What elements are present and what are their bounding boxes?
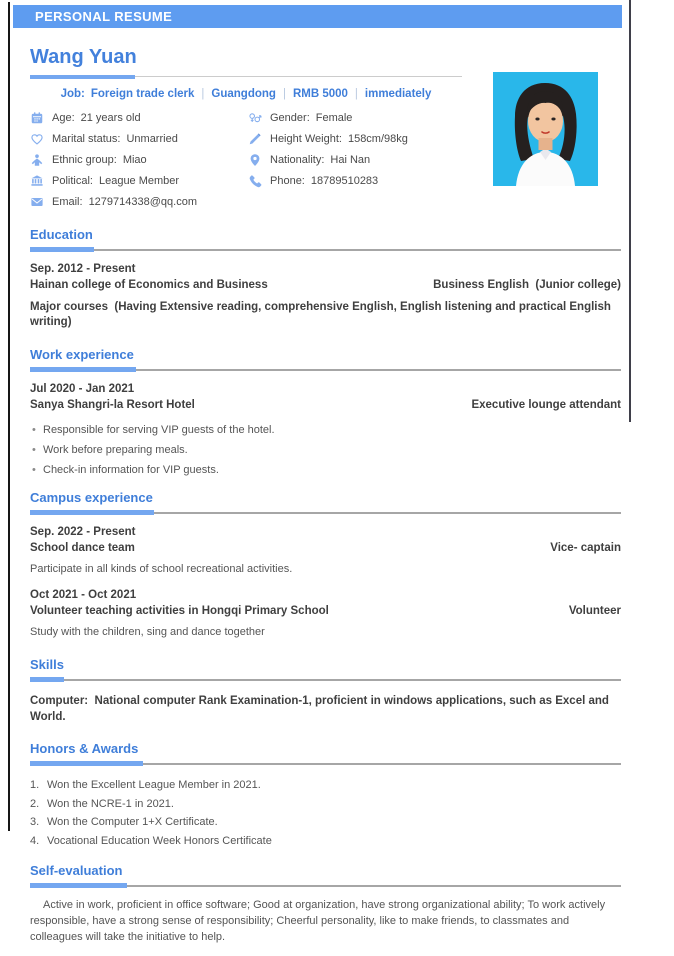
- item-number: 2.: [30, 797, 40, 810]
- person-icon: [30, 153, 44, 167]
- job-separator: |: [282, 88, 286, 100]
- entry-role: Volunteer: [568, 605, 621, 617]
- info-value: Unmarried: [126, 132, 178, 145]
- job-separator: |: [201, 88, 205, 100]
- page-title: PERSONAL RESUME: [35, 9, 173, 24]
- section-underline: [30, 247, 621, 252]
- job-target-city: Guangdong: [211, 88, 276, 100]
- entry-period: Sep. 2022 - Present: [30, 526, 136, 538]
- info-label: Phone:: [270, 174, 305, 187]
- campus-entry: [30, 587, 621, 640]
- entry-role: Business English (Junior college): [433, 279, 621, 291]
- info-row-political: [30, 170, 248, 191]
- skills-text: Computer: National computer Rank Examination-1, proficient in windows applications, such as Excel and World.: [30, 695, 613, 723]
- calendar-icon: [30, 111, 44, 125]
- section-title: Skills: [30, 657, 64, 672]
- info-label: Email:: [52, 195, 83, 208]
- name-underline-accent: [30, 75, 135, 79]
- section-underline-accent: [30, 510, 154, 515]
- work-duties-list: [30, 420, 621, 480]
- info-row-height-weight: [248, 128, 408, 149]
- info-value: Female: [315, 111, 353, 124]
- self-evaluation-text: Active in work, proficient in office software; Good at organization, have strong organizational ability; To work actively responsible, have a strong sense of responsibility; Cheerful personality, like to make friends, to classmates and colleagues will take the initiative to help.: [30, 899, 606, 943]
- info-label: Political:: [52, 174, 93, 187]
- entry-organization: School dance team: [30, 542, 135, 554]
- bank-icon: [30, 174, 44, 188]
- job-label: Job:: [60, 88, 85, 100]
- item-text: Won the Computer 1+X Certificate.: [47, 816, 218, 828]
- item-number: 3.: [30, 816, 40, 828]
- section-title: Self-evaluation: [30, 863, 123, 878]
- entry-role: Executive lounge attendant: [471, 399, 621, 411]
- right-border-line: [629, 0, 631, 422]
- item-text: Vocational Education Week Honors Certificate: [47, 834, 272, 847]
- info-value: Miao: [122, 153, 147, 166]
- pencil-icon: [248, 132, 262, 146]
- entry-period: Oct 2021 - Oct 2021: [30, 589, 137, 601]
- info-value: 1279714338@qq.com: [88, 195, 197, 208]
- section-underline: [30, 677, 621, 682]
- gender-icon: [248, 111, 262, 125]
- info-label: Ethnic group:: [52, 153, 117, 166]
- candidate-name: Wang Yuan: [30, 46, 137, 68]
- entry-organization: Sanya Shangri-la Resort Hotel: [30, 399, 195, 411]
- list-item: [30, 813, 621, 832]
- info-row-age: [30, 107, 248, 128]
- heart-icon: [30, 132, 44, 146]
- info-column-left: [30, 107, 248, 212]
- work-entry: [30, 381, 621, 480]
- section-underline-accent: [30, 883, 127, 888]
- section-work-experience: [30, 346, 621, 480]
- section-underline-accent: [30, 367, 136, 372]
- section-underline: [30, 367, 621, 372]
- section-underline: [30, 510, 621, 515]
- info-value: League Member: [98, 174, 180, 187]
- entry-period: Sep. 2012 - Present: [30, 263, 136, 275]
- info-value: Hai Nan: [330, 153, 371, 166]
- job-availability: immediately: [364, 88, 432, 100]
- section-title: Honors & Awards: [30, 741, 139, 756]
- info-row-nationality: [248, 149, 408, 170]
- item-number: 4.: [30, 834, 40, 847]
- entry-note: Major courses (Having Extensive reading, comprehensive English, English listening and practical English writing): [30, 301, 615, 328]
- info-row-email: [30, 191, 248, 212]
- job-separator: |: [354, 88, 358, 100]
- list-item: [30, 795, 621, 814]
- job-expected-salary: RMB 5000: [292, 88, 348, 100]
- campus-entry: [30, 524, 621, 577]
- info-row-gender: [248, 107, 408, 128]
- entry-role: Vice- captain: [550, 542, 621, 554]
- entry-organization: Volunteer teaching activities in Hongqi Primary School: [30, 605, 329, 617]
- section-title: Education: [30, 227, 93, 242]
- item-text: Won the NCRE-1 in 2021.: [47, 797, 174, 810]
- section-self-evaluation: [30, 862, 621, 945]
- job-objective-line: [30, 88, 462, 100]
- id-photo-illustration: [493, 72, 598, 186]
- list-item: [30, 832, 621, 851]
- info-row-phone: [248, 170, 408, 191]
- profile-photo: [493, 72, 598, 186]
- honors-list: [30, 776, 621, 850]
- item-text: Won the Excellent League Member in 2021.: [47, 779, 261, 791]
- list-item: • Check-in information for VIP guests.: [43, 460, 621, 480]
- name-underline: [30, 75, 462, 79]
- section-title: Work experience: [30, 347, 134, 362]
- entry-note: Participate in all kinds of school recreational activities.: [30, 563, 293, 575]
- pin-icon: [248, 153, 262, 167]
- left-border-line: [8, 2, 10, 831]
- info-column-right: [248, 107, 408, 212]
- envelope-icon: [30, 195, 44, 209]
- info-row-marital: [30, 128, 248, 149]
- section-education: [30, 226, 621, 330]
- info-value: 21 years old: [80, 111, 141, 124]
- section-campus-experience: [30, 489, 621, 640]
- section-underline: [30, 761, 621, 766]
- info-label: Nationality:: [270, 153, 325, 166]
- info-row-ethnic: [30, 149, 248, 170]
- section-skills: [30, 656, 621, 725]
- entry-organization: Hainan college of Economics and Business: [30, 279, 268, 291]
- entry-period: Jul 2020 - Jan 2021: [30, 383, 135, 395]
- education-entry: [30, 261, 621, 330]
- section-underline-accent: [30, 247, 94, 252]
- info-label: Gender:: [270, 111, 310, 124]
- list-item: [30, 776, 621, 795]
- info-value: 158cm/98kg: [347, 132, 408, 145]
- list-item: • Responsible for serving VIP guests of the hotel.: [43, 420, 621, 440]
- job-target-position: Foreign trade clerk: [90, 88, 195, 100]
- info-value: 18789510283: [310, 174, 379, 187]
- section-underline-accent: [30, 761, 143, 766]
- section-honors-awards: [30, 740, 621, 850]
- info-label: Marital status:: [52, 132, 121, 145]
- resume-title-bar: [13, 5, 622, 28]
- section-underline: [30, 883, 621, 888]
- entry-note: Study with the children, sing and dance together: [30, 626, 265, 638]
- section-underline-accent: [30, 677, 64, 682]
- info-label: Age:: [52, 111, 75, 124]
- list-item: • Work before preparing meals.: [43, 440, 621, 460]
- phone-icon: [248, 174, 262, 188]
- section-title: Campus experience: [30, 490, 153, 505]
- item-number: 1.: [30, 779, 40, 791]
- info-label: Height Weight:: [270, 132, 342, 145]
